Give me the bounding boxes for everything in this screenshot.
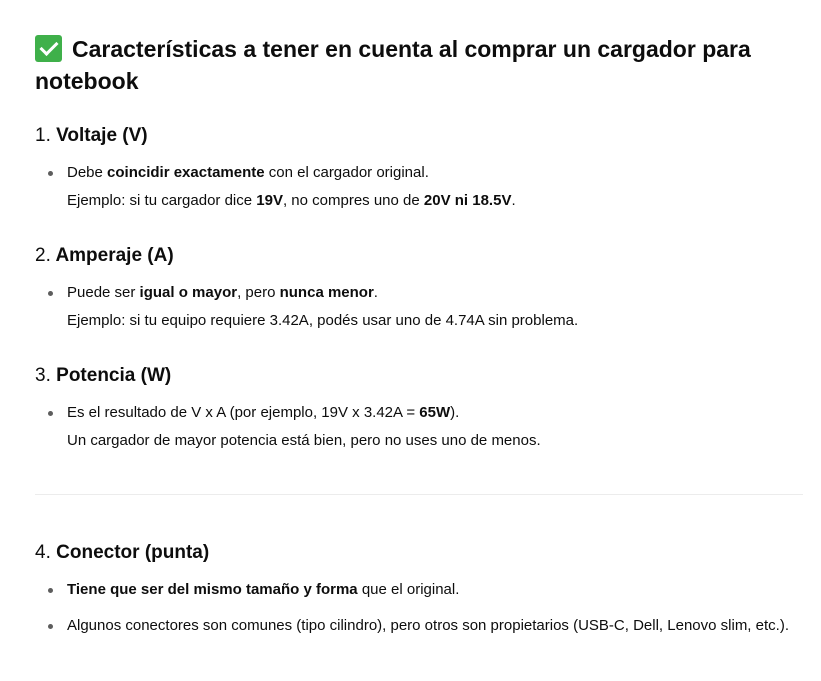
list-potencia bbox=[35, 399, 795, 455]
text: Ejemplo: si tu cargador dice bbox=[67, 192, 257, 209]
text: . bbox=[373, 284, 378, 301]
bold-text: 65W bbox=[419, 404, 451, 421]
section-heading-amperaje bbox=[35, 243, 174, 269]
divider bbox=[35, 494, 803, 495]
text: . bbox=[511, 192, 516, 209]
section-heading-conector bbox=[35, 540, 209, 566]
section-number: 2. bbox=[35, 245, 51, 266]
section-heading-potencia bbox=[35, 363, 171, 389]
text: Debe bbox=[67, 164, 108, 181]
list-conector bbox=[35, 576, 795, 640]
section-title: Voltaje (V) bbox=[56, 125, 148, 146]
bold-text: 19V bbox=[256, 192, 283, 209]
bold-text: 20V ni 18.5V bbox=[423, 192, 512, 209]
text: Ejemplo: si tu equipo requiere 3.42A, podés usar uno de 4.74A sin problema. bbox=[67, 312, 579, 329]
text: con el cargador original. bbox=[264, 164, 429, 181]
text: ). bbox=[450, 404, 460, 421]
bold-text: nunca menor bbox=[279, 284, 374, 301]
text: Puede ser bbox=[67, 284, 140, 301]
section-title: Conector (punta) bbox=[56, 542, 210, 563]
text: Un cargador de mayor potencia está bien, pero no uses uno de menos. bbox=[67, 432, 541, 449]
text: , pero bbox=[237, 284, 280, 301]
section-title: Potencia (W) bbox=[56, 365, 172, 386]
text: que el original. bbox=[357, 581, 460, 598]
list-item bbox=[35, 399, 795, 455]
bold-text: Tiene que ser del mismo tamaño y forma bbox=[67, 581, 358, 598]
list-item bbox=[35, 576, 795, 604]
list-item bbox=[35, 279, 795, 335]
text: Es el resultado de V x A (por ejemplo, 19V x 3.42A = bbox=[67, 404, 420, 421]
section-number: 4. bbox=[35, 542, 51, 563]
text: Algunos conectores son comunes (tipo cilindro), pero otros son propietarios (USB-C, Dell, Lenovo slim, etc.). bbox=[67, 617, 789, 634]
section-heading-voltaje bbox=[35, 123, 148, 149]
bold-text: igual o mayor bbox=[139, 284, 238, 301]
section-number: 1. bbox=[35, 125, 51, 146]
page-title-text: Características a tener en cuenta al comprar un cargador para notebook bbox=[35, 36, 751, 94]
list-amperaje bbox=[35, 279, 795, 335]
list-voltaje bbox=[35, 159, 795, 215]
section-number: 3. bbox=[35, 365, 51, 386]
list-item bbox=[35, 612, 795, 640]
check-mark-icon bbox=[35, 35, 62, 62]
section-title: Amperaje (A) bbox=[55, 245, 174, 266]
text: , no compres uno de bbox=[282, 192, 424, 209]
bold-text: coincidir exactamente bbox=[107, 164, 265, 181]
page-title bbox=[35, 33, 775, 97]
list-item bbox=[35, 159, 795, 215]
